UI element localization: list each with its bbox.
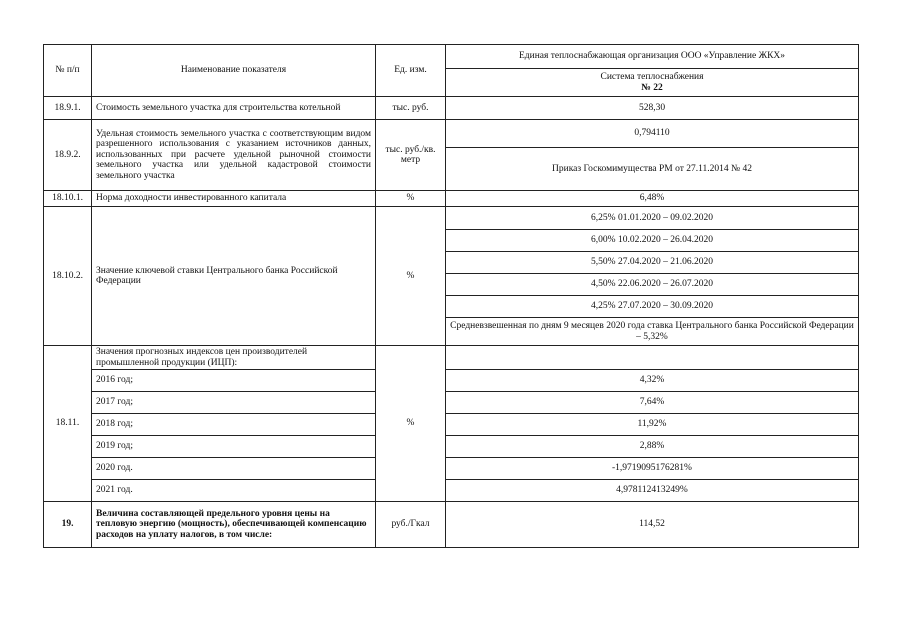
row-unit: руб./Гкал xyxy=(376,502,446,548)
header-system xyxy=(446,69,859,97)
header-name: Наименование показателя xyxy=(92,45,376,97)
header-number: № п/п xyxy=(44,45,92,97)
table-row xyxy=(44,346,859,370)
year-value: 11,92% xyxy=(446,414,859,436)
year-value: 4,978112413249% xyxy=(446,480,859,502)
row-unit: тыс. руб./кв. метр xyxy=(376,120,446,191)
year-label: 2021 год. xyxy=(92,480,376,502)
rate-period: 6,00% 10.02.2020 – 26.04.2020 xyxy=(446,230,859,252)
year-value: 4,32% xyxy=(446,370,859,392)
rate-period: 5,50% 27.04.2020 – 21.06.2020 xyxy=(446,252,859,274)
year-label: 2019 год; xyxy=(92,436,376,458)
row-number: 18.10.1. xyxy=(44,191,92,207)
table-row xyxy=(44,392,859,414)
row-number: 18.9.2. xyxy=(44,120,92,191)
year-label: 2020 год. xyxy=(92,458,376,480)
rate-period: 4,25% 27.07.2020 – 30.09.2020 xyxy=(446,296,859,318)
year-label: 2018 год; xyxy=(92,414,376,436)
row-value: 6,48% xyxy=(446,191,859,207)
table-row xyxy=(44,207,859,230)
row-unit: % xyxy=(376,191,446,207)
row-value-empty xyxy=(446,346,859,370)
table-row xyxy=(44,370,859,392)
row-unit: % xyxy=(376,346,446,502)
year-label: 2017 год; xyxy=(92,392,376,414)
row-value: 528,30 xyxy=(446,97,859,120)
row-name: Удельная стоимость земельного участка с соответствующим видом разрешенного использования с указанием источников данных, использованных при расчете удельной рыночной стоимости земельного участка или удельной кадастровой стоимости земельного участка xyxy=(92,120,376,191)
table-row xyxy=(44,120,859,148)
row-name: Значение ключевой ставки Центрального банка Российской Федерации xyxy=(92,207,376,346)
year-value: -1,9719095176281% xyxy=(446,458,859,480)
year-value: 7,64% xyxy=(446,392,859,414)
row-value: 0,794110 xyxy=(446,120,859,148)
table-row xyxy=(44,97,859,120)
row-name: Норма доходности инвестированного капитала xyxy=(92,191,376,207)
row-number: 18.10.2. xyxy=(44,207,92,346)
table-row xyxy=(44,191,859,207)
row-name: Значения прогнозных индексов цен производителей промышленной продукции (ИЦП): xyxy=(92,346,376,370)
table-row xyxy=(44,436,859,458)
row-value: 114,52 xyxy=(446,502,859,548)
rate-period: 4,50% 22.06.2020 – 26.07.2020 xyxy=(446,274,859,296)
row-name: Величина составляющей предельного уровня цены на тепловую энергию (мощность), обеспечивающей компенсацию расходов на уплату налогов, в том числе: xyxy=(92,502,376,548)
header-system-number: № 22 xyxy=(641,82,663,93)
header-system-label: Система теплоснабжения xyxy=(600,72,704,82)
header-organization: Единая теплоснабжающая организация ООО «Управление ЖКХ» xyxy=(446,45,859,69)
table-row xyxy=(44,502,859,548)
table-row xyxy=(44,414,859,436)
weighted-rate: Средневзвешенная по дням 9 месяцев 2020 года ставка Центрального банка Российской Федерации – 5,32% xyxy=(446,318,859,346)
year-value: 2,88% xyxy=(446,436,859,458)
header-unit: Ед. изм. xyxy=(376,45,446,97)
row-name: Стоимость земельного участка для строительства котельной xyxy=(92,97,376,120)
row-unit: % xyxy=(376,207,446,346)
rate-period: 6,25% 01.01.2020 – 09.02.2020 xyxy=(446,207,859,230)
year-label: 2016 год; xyxy=(92,370,376,392)
row-number: 19. xyxy=(44,502,92,548)
row-number: 18.9.1. xyxy=(44,97,92,120)
table-row xyxy=(44,480,859,502)
indicators-table xyxy=(43,44,859,548)
row-source: Приказ Госкомимущества РМ от 27.11.2014 № 42 xyxy=(446,148,859,191)
row-number: 18.11. xyxy=(44,346,92,502)
table-row xyxy=(44,458,859,480)
row-unit: тыс. руб. xyxy=(376,97,446,120)
